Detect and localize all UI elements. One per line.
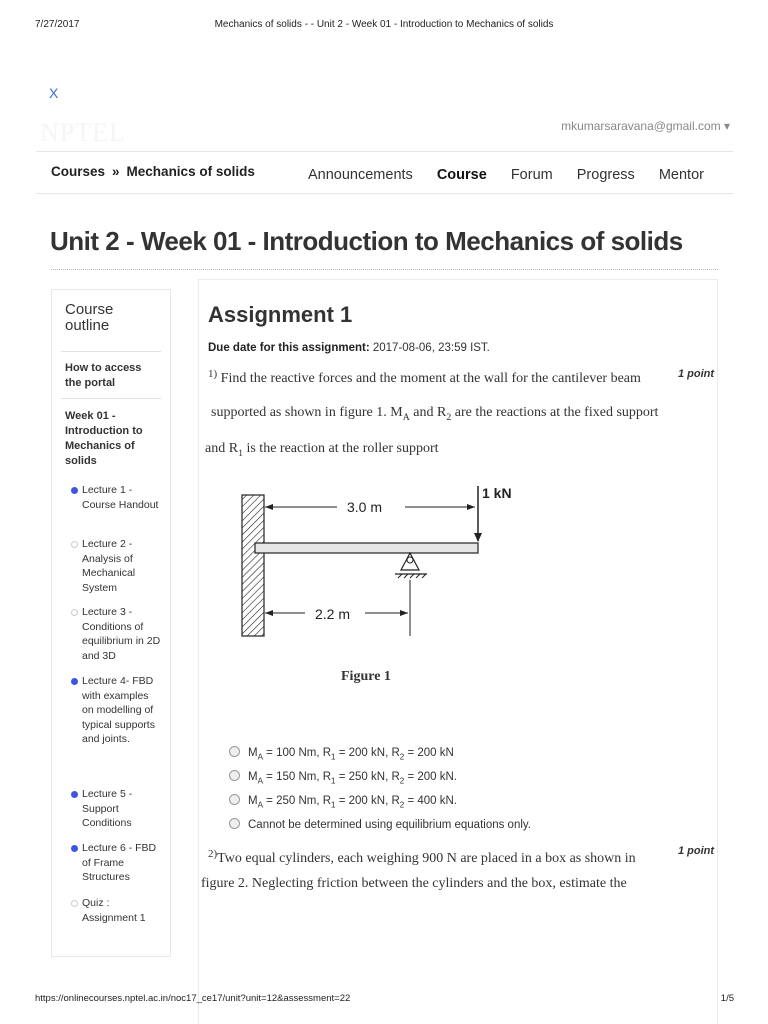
question-2-line-2: figure 2. Neglecting friction between the cylinders and the box, estimate the	[201, 876, 627, 891]
question-1-line-2: supported as shown in figure 1. $M_A$ and $R_2$ are the reactions at the fixed support	[211, 405, 659, 423]
sidebar-lecture-2[interactable]: Lecture 2 - Analysis of Mechanical System	[82, 538, 136, 594]
question-1-line-1: Find the reactive forces and the moment at the wall for the cantilever beam	[220, 371, 641, 386]
answer-option-1[interactable]: $M_A = 100$ Nm, $R_1 = 200$ kN, $R_2 = 200$ kN	[229, 746, 454, 761]
figure-1-caption: Figure 1	[341, 669, 391, 684]
print-url: https://onlinecourses.nptel.ac.in/noc17_ce17/unit?unit=12&assessment=22	[35, 993, 351, 1004]
sidebar-lecture-5[interactable]: Lecture 5 - Support Conditions	[82, 788, 133, 829]
incomplete-dot-icon	[71, 609, 78, 616]
completed-dot-icon	[71, 845, 78, 852]
print-date: 7/27/2017	[35, 19, 80, 30]
radio-button-icon[interactable]	[229, 794, 240, 805]
title-divider	[51, 269, 718, 270]
question-2-text	[208, 848, 636, 867]
nav-divider-top	[36, 151, 733, 152]
breadcrumb	[51, 164, 255, 179]
breadcrumb-separator: »	[112, 164, 120, 179]
load-1-kn-label: 1 kN	[482, 485, 512, 501]
assignment-panel	[198, 279, 718, 1024]
incomplete-dot-icon	[71, 541, 78, 548]
print-title: Mechanics of solids - - Unit 2 - Week 01 - Introduction to Mechanics of solids	[214, 19, 554, 30]
due-date-label: Due date for this assignment:	[208, 342, 370, 354]
user-menu[interactable]: mkumarsaravana@gmail.com ▾	[561, 119, 730, 133]
breadcrumb-course-link[interactable]: Mechanics of solids	[126, 164, 255, 179]
due-date-value: 2017-08-06, 23:59 IST.	[372, 342, 490, 354]
question-2-points: 1 point	[678, 845, 715, 857]
question-1-text	[208, 368, 641, 387]
answer-option-4[interactable]	[229, 818, 531, 831]
answer-option-4-label: Cannot be determined using equilibrium equations only.	[248, 819, 531, 831]
dimension-3-0-m-label: 3.0 m	[347, 499, 383, 515]
nav-course[interactable]: Course	[436, 167, 487, 183]
nav-forum[interactable]: Forum	[510, 167, 553, 183]
sidebar-lecture-1[interactable]: Lecture 1 - Course Handout	[82, 484, 159, 511]
radio-button-icon[interactable]	[229, 818, 240, 829]
radio-button-icon[interactable]	[229, 746, 240, 757]
question-number: 1)	[208, 368, 218, 380]
completed-dot-icon	[71, 791, 78, 798]
completed-dot-icon	[71, 487, 78, 494]
nav-progress[interactable]: Progress	[576, 167, 635, 183]
sidebar-quiz-assignment-1[interactable]: Quiz : Assignment 1	[82, 897, 146, 924]
nav-divider-bottom	[36, 193, 733, 194]
course-outline-title: Course outline	[65, 301, 114, 334]
dimension-2-2-m-label: 2.2 m	[315, 606, 351, 622]
question-2-line-1: Two equal cylinders, each weighing 900 N are placed in a box as shown in	[217, 851, 636, 866]
page-title: Unit 2 - Week 01 - Introduction to Mechanics of solids	[50, 226, 683, 256]
question-1-points: 1 point	[678, 368, 715, 380]
sidebar-lecture-4[interactable]: Lecture 4- FBD with examples on modelling of typical supports and joints.	[82, 675, 155, 745]
sidebar-divider	[61, 398, 161, 399]
print-page-number: 1/5	[720, 993, 734, 1004]
radio-button-icon[interactable]	[229, 770, 240, 781]
due-date	[208, 342, 490, 354]
question-1-line-3: and $R_1$ is the reaction at the roller support	[205, 441, 439, 459]
nav-announcements[interactable]: Announcements	[308, 167, 413, 183]
sidebar-item-week-01[interactable]: Week 01 - Introduction to Mechanics of solids	[65, 410, 143, 467]
assignment-title: Assignment 1	[208, 302, 353, 327]
sidebar-lecture-6[interactable]: Lecture 6 - FBD of Frame Structures	[82, 842, 157, 883]
course-nav	[308, 167, 724, 183]
breadcrumb-courses-link[interactable]: Courses	[51, 164, 106, 179]
sidebar-lecture-3[interactable]: Lecture 3 - Conditions of equilibrium in 2D and 3D	[82, 606, 161, 662]
nav-mentor[interactable]: Mentor	[658, 167, 704, 183]
close-button[interactable]: X	[49, 85, 59, 101]
sidebar-item-how-to-access[interactable]: How to access the portal	[65, 362, 142, 389]
sidebar-divider	[61, 351, 161, 352]
answer-option-2[interactable]: $M_A = 150$ Nm, $R_1 = 250$ kN, $R_2 = 200$ kN.	[229, 770, 457, 785]
figure-1-cantilever-beam	[235, 478, 535, 648]
site-logo: NPTEL	[40, 118, 126, 147]
question-number: 2)	[208, 848, 218, 860]
incomplete-dot-icon	[71, 900, 78, 907]
completed-dot-icon	[71, 678, 78, 685]
answer-option-3[interactable]: $M_A = 250$ Nm, $R_1 = 200$ kN, $R_2 = 400$ kN.	[229, 794, 457, 809]
